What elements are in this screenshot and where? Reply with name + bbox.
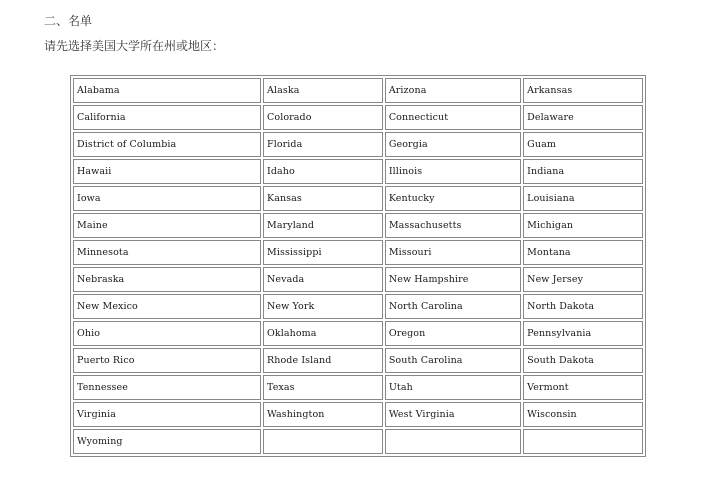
state-link[interactable]: Tennessee [73, 375, 261, 400]
section-instruction: 请先选择美国大学所在州或地区： [44, 39, 225, 53]
table-row [73, 213, 643, 238]
state-link[interactable]: Utah [385, 375, 521, 400]
table-row [73, 132, 643, 157]
state-link[interactable]: Washington [263, 402, 383, 427]
state-link[interactable]: Iowa [73, 186, 261, 211]
state-link[interactable]: Guam [523, 132, 643, 157]
state-link[interactable]: District of Columbia [73, 132, 261, 157]
state-link[interactable]: Montana [523, 240, 643, 265]
state-link[interactable]: West Virginia [385, 402, 521, 427]
table-row [73, 267, 643, 292]
empty-cell [385, 429, 521, 454]
state-link[interactable]: Mississippi [263, 240, 383, 265]
empty-cell [263, 429, 383, 454]
state-link[interactable]: Georgia [385, 132, 521, 157]
table-row [73, 429, 643, 454]
state-link[interactable]: South Carolina [385, 348, 521, 373]
table-row [73, 240, 643, 265]
state-link[interactable]: Arkansas [523, 78, 643, 103]
state-link[interactable]: Delaware [523, 105, 643, 130]
state-link[interactable]: Florida [263, 132, 383, 157]
state-link[interactable]: Kansas [263, 186, 383, 211]
state-link[interactable]: Illinois [385, 159, 521, 184]
states-table-body [73, 78, 643, 454]
state-link[interactable]: Michigan [523, 213, 643, 238]
state-link[interactable]: Wisconsin [523, 402, 643, 427]
state-link[interactable]: Missouri [385, 240, 521, 265]
table-row [73, 375, 643, 400]
table-row [73, 294, 643, 319]
state-link[interactable]: Vermont [523, 375, 643, 400]
table-row [73, 402, 643, 427]
empty-cell [523, 429, 643, 454]
state-link[interactable]: Louisiana [523, 186, 643, 211]
state-link[interactable]: North Carolina [385, 294, 521, 319]
state-link[interactable]: Maine [73, 213, 261, 238]
state-link[interactable]: Pennsylvania [523, 321, 643, 346]
state-link[interactable]: Oklahoma [263, 321, 383, 346]
state-link[interactable]: New Mexico [73, 294, 261, 319]
state-link[interactable]: New Hampshire [385, 267, 521, 292]
table-row [73, 186, 643, 211]
state-link[interactable]: Alaska [263, 78, 383, 103]
state-link[interactable]: Minnesota [73, 240, 261, 265]
state-link[interactable]: Oregon [385, 321, 521, 346]
table-row [73, 159, 643, 184]
state-link[interactable]: Nebraska [73, 267, 261, 292]
table-row [73, 105, 643, 130]
state-link[interactable]: North Dakota [523, 294, 643, 319]
state-link[interactable]: New Jersey [523, 267, 643, 292]
state-link[interactable]: Massachusetts [385, 213, 521, 238]
state-link[interactable]: California [73, 105, 261, 130]
state-link[interactable]: Puerto Rico [73, 348, 261, 373]
state-link[interactable]: Arizona [385, 78, 521, 103]
table-row [73, 321, 643, 346]
state-link[interactable]: Kentucky [385, 186, 521, 211]
state-link[interactable]: South Dakota [523, 348, 643, 373]
state-link[interactable]: Connecticut [385, 105, 521, 130]
state-link[interactable]: Wyoming [73, 429, 261, 454]
state-link[interactable]: Nevada [263, 267, 383, 292]
state-link[interactable]: Maryland [263, 213, 383, 238]
state-link[interactable]: Idaho [263, 159, 383, 184]
state-link[interactable]: Alabama [73, 78, 261, 103]
state-link[interactable]: Indiana [523, 159, 643, 184]
table-row [73, 78, 643, 103]
state-link[interactable]: Hawaii [73, 159, 261, 184]
state-link[interactable]: New York [263, 294, 383, 319]
section-heading: 二、名单 [44, 14, 93, 28]
state-link[interactable]: Texas [263, 375, 383, 400]
states-table [70, 75, 646, 457]
state-link[interactable]: Virginia [73, 402, 261, 427]
state-link[interactable]: Rhode Island [263, 348, 383, 373]
state-link[interactable]: Ohio [73, 321, 261, 346]
state-link[interactable]: Colorado [263, 105, 383, 130]
table-row [73, 348, 643, 373]
